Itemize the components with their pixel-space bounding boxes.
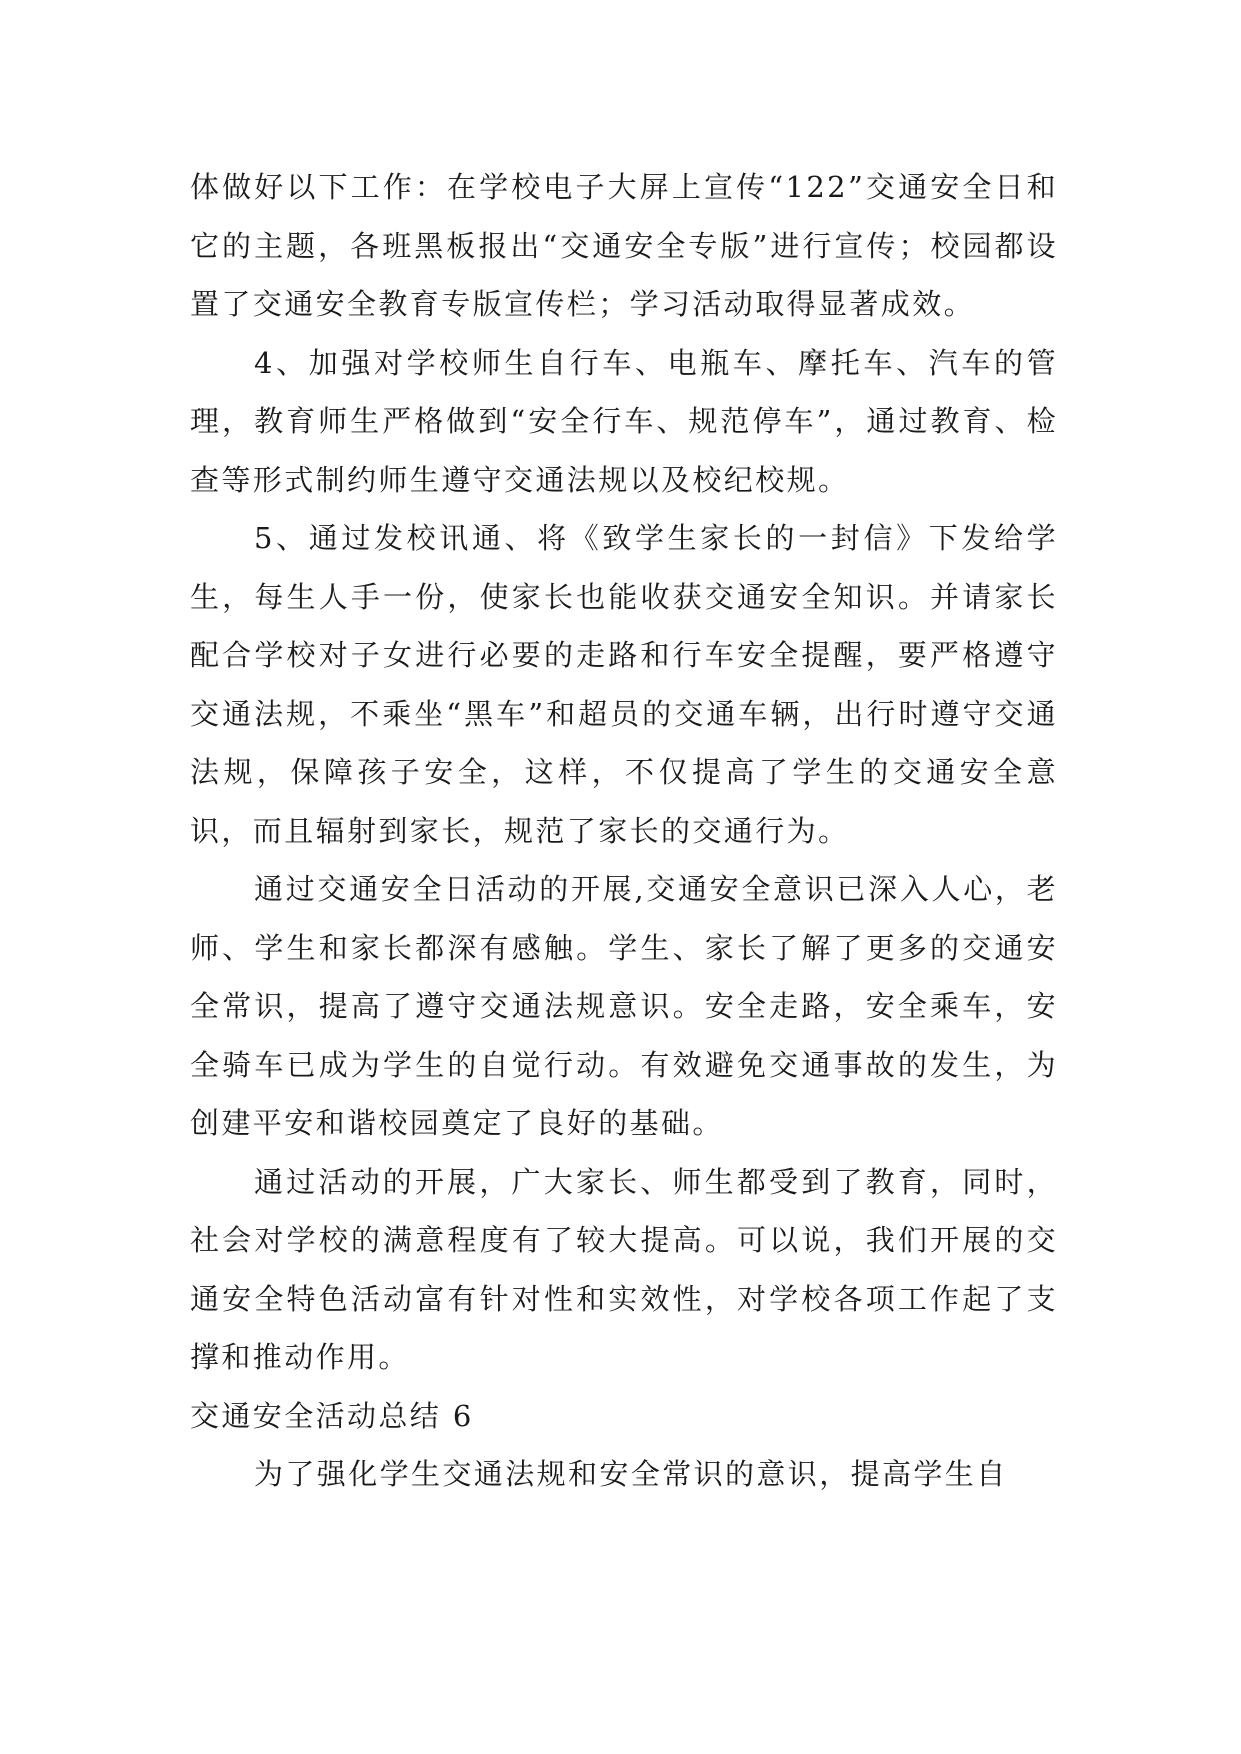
paragraph-outcome: 通过交通安全日活动的开展,交通安全意识已深入人心，老师、学生和家长都深有感触。学生、家长了解了更多的交通安全常识，提高了遵守交通法规意识。安全走路，安全乘车，安全骑车已成为学生的自觉行动。有效避免交通事故的发生，为创建平安和谐校园奠定了良好的基础。	[190, 872, 1058, 1140]
paragraph-summary: 通过活动的开展，广大家长、师生都受到了教育，同时，社会对学校的满意程度有了较大提高。可以说，我们开展的交通安全特色活动富有针对性和实效性，对学校各项工作起了支撑和推动作用。	[190, 1164, 1058, 1374]
section-heading: 交通安全活动总结 6	[190, 1398, 474, 1433]
paragraph-item-4: 4、加强对学校师生自行车、电瓶车、摩托车、汽车的管理，教育师生严格做到“安全行车、规范停车”，通过教育、检查等形式制约师生遵守交通法规以及校纪校规。	[190, 345, 1058, 497]
paragraph-continuation: 体做好以下工作：在学校电子大屏上宣传“122”交通安全日和它的主题，各班黑板报出“交通安全专版”进行宣传；校园都设置了交通安全教育专版宣传栏；学习活动取得显著成效。	[190, 170, 1058, 321]
paragraph-section-start: 为了强化学生交通法规和安全常识的意识，提高学生自	[254, 1457, 1008, 1491]
document-body	[190, 158, 1058, 1504]
paragraph-item-5: 5、通过发校讯通、将《致学生家长的一封信》下发给学生，每生人手一份，使家长也能收获交通安全知识。并请家长配合学校对子女进行必要的走路和行车安全提醒，要严格遵守交通法规，不乘坐“黑车”和超员的交通车辆，出行时遵守交通法规，保障孩子安全，这样，不仅提高了学生的交通安全意识，而且辐射到家长，规范了家长的交通行为。	[190, 521, 1058, 848]
